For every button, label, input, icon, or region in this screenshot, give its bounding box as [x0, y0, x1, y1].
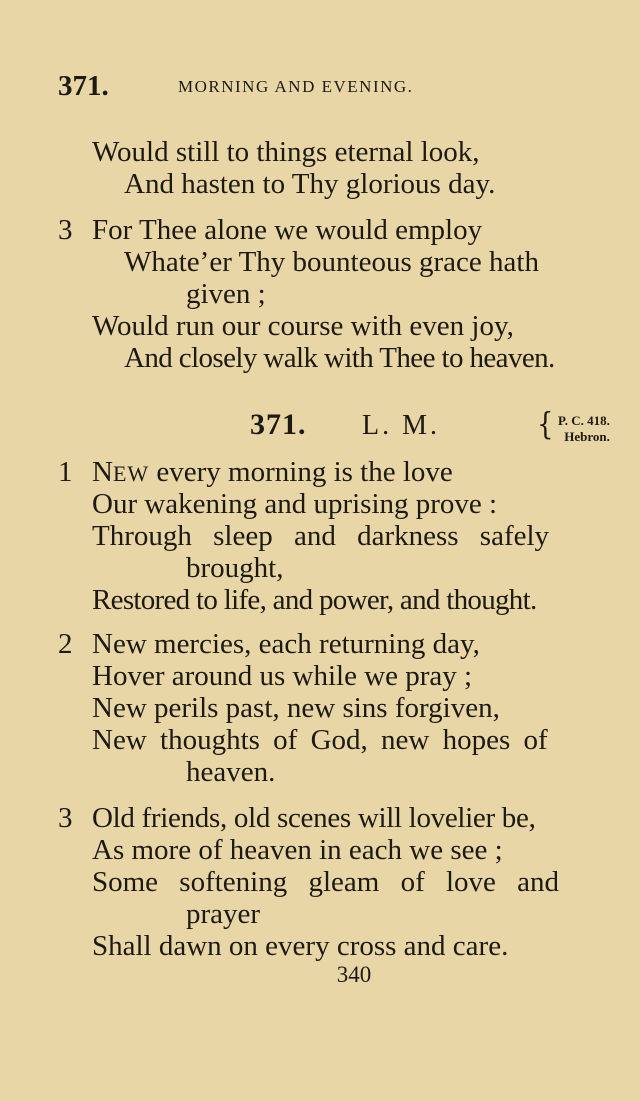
verse-1-line-1-text: every morning is the love — [149, 456, 453, 488]
verse-2-line-2: Hover around us while we pray ; — [92, 660, 473, 692]
running-header — [58, 70, 618, 104]
prev-verse-3-number: 3 — [58, 214, 73, 246]
prev-verse-3-line-2 — [124, 246, 632, 278]
prev-verse-3-line-3: given ; — [186, 278, 266, 310]
tune-ref-collection: P. C. 418. — [558, 413, 610, 428]
verse-1-smallcaps: EW — [112, 461, 150, 486]
verse-3-line-3: Some softening gleam of love and — [92, 866, 560, 898]
brace-icon: { — [537, 407, 554, 443]
verse-2-line-3: New perils past, new sins forgiven, — [92, 692, 500, 724]
prev-verse-3-line-4: Would run our course with even joy, — [92, 310, 514, 342]
page-number: 340 — [336, 962, 372, 987]
verse-1-number: 1 — [58, 456, 73, 488]
header-hymn-number: 371. — [58, 70, 109, 102]
verse-3-line-5: Shall dawn on every cross and care. — [92, 930, 509, 962]
verse-2-number: 2 — [58, 628, 73, 660]
verse-3-line-2: As more of heaven in each we see ; — [92, 834, 503, 866]
verse-2-line-4: New thoughts of God, new hopes of — [92, 724, 548, 756]
prev-line-1: Would still to things eternal look, — [92, 136, 480, 168]
verse-2-line-1: New mercies, each returning day, — [92, 628, 480, 660]
tune-name: Hebron. — [564, 429, 610, 444]
verse-1-line-5: Restored to life, and power, and thought. — [92, 584, 537, 616]
prev-verse-3-line-1: For Thee alone we would employ — [92, 214, 483, 246]
prev-verse-3-line-2-text: Whate’er Thy bounteous grace hath — [124, 246, 539, 278]
verse-1-dropcap: N — [92, 456, 113, 488]
hymn-number: 371. — [250, 408, 307, 441]
verse-3-line-1: Old friends, old scenes will lovelier be, — [92, 802, 536, 834]
verse-1-line-4: brought, — [186, 552, 284, 584]
hymn-meter: L. M. — [362, 410, 440, 441]
running-title: MORNING AND EVENING. — [178, 77, 414, 96]
prev-verse-3-line-5: And closely walk with Thee to heaven. — [124, 342, 555, 374]
prev-line-2: And hasten to Thy glorious day. — [124, 168, 496, 200]
verse-2-line-5: heaven. — [186, 756, 276, 788]
verse-1-line-1 — [92, 456, 453, 490]
tune-references — [558, 413, 610, 445]
verse-1-line-3-text: Through sleep and darkness safely — [92, 520, 550, 552]
verse-3-number: 3 — [58, 802, 73, 834]
hymn-heading — [0, 408, 640, 448]
verse-1-line-2: Our wakening and uprising prove : — [92, 488, 498, 520]
page-footer — [0, 962, 640, 988]
verse-3-line-4: prayer — [186, 898, 261, 930]
verse-1-line-3 — [92, 520, 632, 552]
